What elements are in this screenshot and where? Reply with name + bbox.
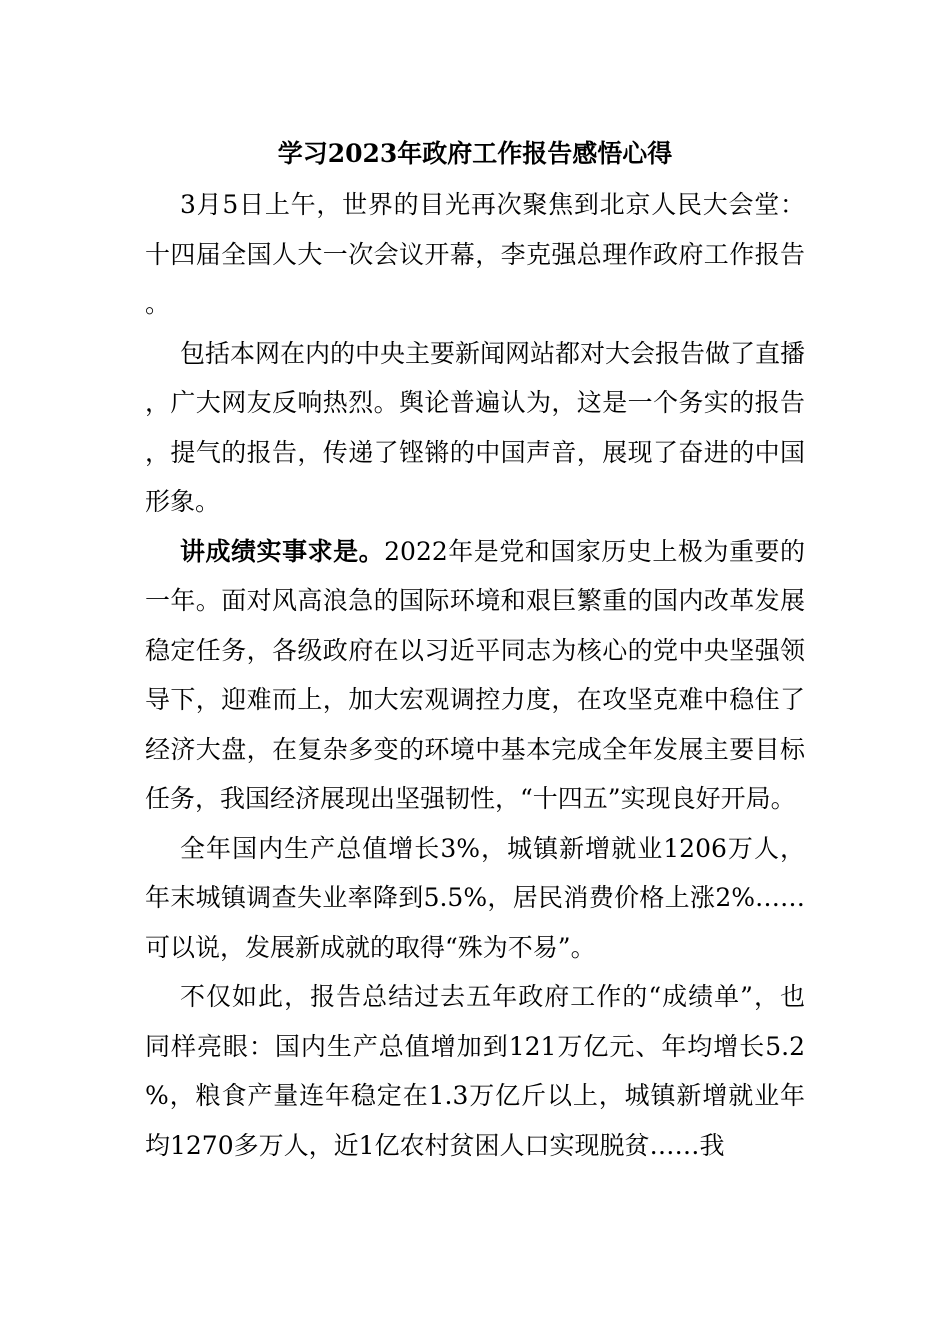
paragraph-5 xyxy=(145,972,805,1170)
paragraph-5-text: 不仅如此，报告总结过去五年政府工作的“成绩单”，也同样亮眼：国内生产总值增加到121万亿元、年均增长5.2%，粮食产量连年稳定在1.3万亿斤以上，城镇新增就业年均1270多万人，近1亿农村贫困人口实现脱贫……我 xyxy=(145,982,805,1160)
paragraph-3 xyxy=(145,527,805,824)
paragraph-1-text: 3月5日上午，世界的目光再次聚焦到北京人民大会堂：十四届全国人大一次会议开幕，李克强总理作政府工作报告。 xyxy=(145,190,805,318)
paragraph-3-lead: 讲成绩实事求是。 xyxy=(180,536,385,566)
document-title: 学习2023年政府工作报告感悟心得 xyxy=(277,139,673,168)
paragraph-1 xyxy=(145,180,805,329)
paragraph-3-text: 2022年是党和国家历史上极为重要的一年。面对风高浪急的国际环境和艰巨繁重的国内改革发展稳定任务，各级政府在以习近平同志为核心的党中央坚强领导下，迎难而上，加大宏观调控力度，在攻坚克难中稳住了经济大盘，在复杂多变的环境中基本完成全年发展主要目标任务，我国经济展现出坚强韧性，“十四五”实现良好开局。 xyxy=(145,536,805,813)
paragraph-4 xyxy=(145,824,805,973)
paragraph-4-text: 全年国内生产总值增长3%，城镇新增就业1206万人，年末城镇调查失业率降到5.5%，居民消费价格上涨2%……可以说，发展新成就的取得“殊为不易”。 xyxy=(145,833,805,962)
paragraph-2-text: 包括本网在内的中央主要新闻网站都对大会报告做了直播，广大网友反响热烈。舆论普遍认为，这是一个务实的报告，提气的报告，传递了铿锵的中国声音，展现了奋进的中国形象。 xyxy=(145,338,806,516)
paragraph-2 xyxy=(145,329,805,527)
document-body xyxy=(145,180,805,1170)
